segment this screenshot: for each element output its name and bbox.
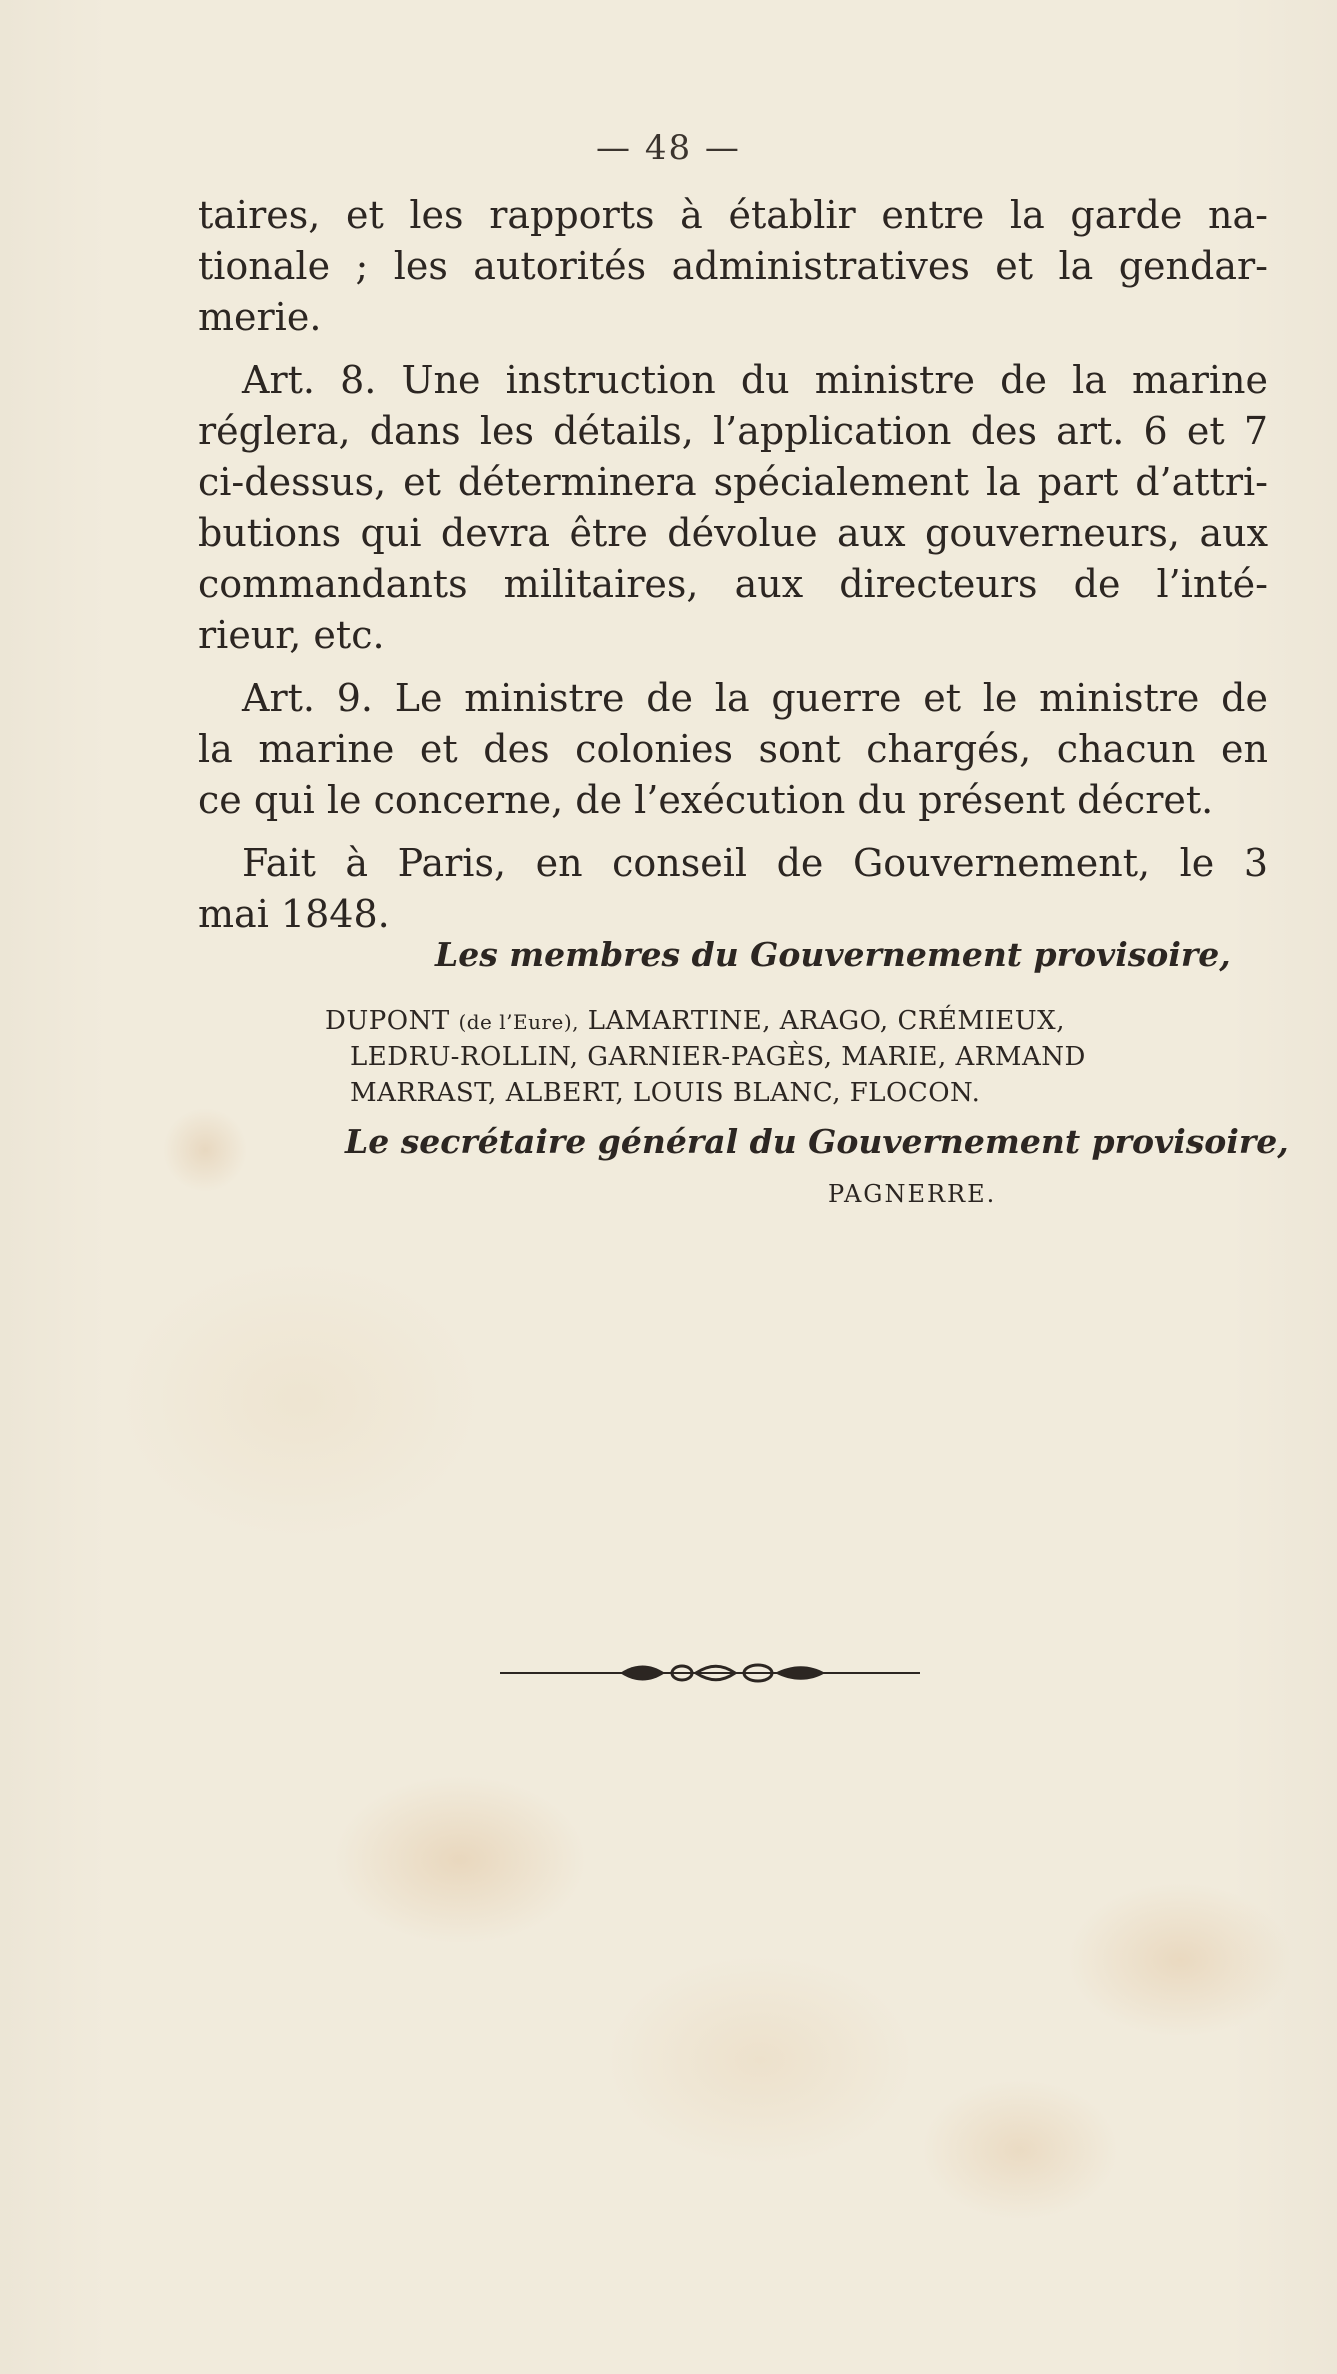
text-line: taires, et les rapports à établir entre la garde na- — [198, 193, 1268, 237]
body-text — [198, 190, 1268, 940]
signatory-name: LAMARTINE, ARAGO, CRÉMIEUX, — [587, 1006, 1065, 1036]
text-line: Fait à Paris, en conseil de Gouvernement, le 3 — [242, 841, 1268, 885]
members-heading: Les membres du Gouvernement provisoire, — [435, 935, 1231, 974]
signatories-line-3: MARRAST, ALBERT, LOUIS BLANC, FLOCON. — [350, 1078, 981, 1108]
text-line: merie. — [198, 295, 322, 339]
text-line: réglera, dans les détails, l’application des art. 6 et 7 — [198, 409, 1268, 453]
text-line: ci-dessus, et déterminera spécialement la part d’attri- — [198, 460, 1268, 504]
signatory-qualifier: (de l’Eure), — [458, 1010, 580, 1034]
signatory-name: DUPONT — [325, 1006, 450, 1036]
signatories-line-2: LEDRU-ROLLIN, GARNIER-PAGÈS, MARIE, ARMAND — [350, 1042, 1086, 1072]
secretary-name: PAGNERRE. — [828, 1180, 997, 1208]
secretary-heading: Le secrétaire général du Gouvernement provisoire, — [345, 1122, 1289, 1161]
text-line: tionale ; les autorités administratives et la gendar- — [198, 244, 1268, 288]
text-line: commandants militaires, aux directeurs de l’inté- — [198, 562, 1268, 606]
text-line: la marine et des colonies sont chargés, chacun en — [198, 727, 1268, 771]
text-line: rieur, etc. — [198, 613, 385, 657]
text-line: Art. 8. Une instruction du ministre de la marine — [242, 358, 1268, 402]
text-line: Art. 9. Le ministre de la guerre et le ministre de — [242, 676, 1268, 720]
signatories-line-1 — [325, 1004, 1065, 1039]
text-line: mai 1848. — [198, 892, 390, 936]
ornament-divider-icon — [500, 1658, 920, 1688]
text-line: butions qui devra être dévolue aux gouverneurs, aux — [198, 511, 1268, 555]
page-number: — 48 — — [596, 128, 741, 168]
text-line: ce qui le concerne, de l’exécution du présent décret. — [198, 778, 1214, 822]
